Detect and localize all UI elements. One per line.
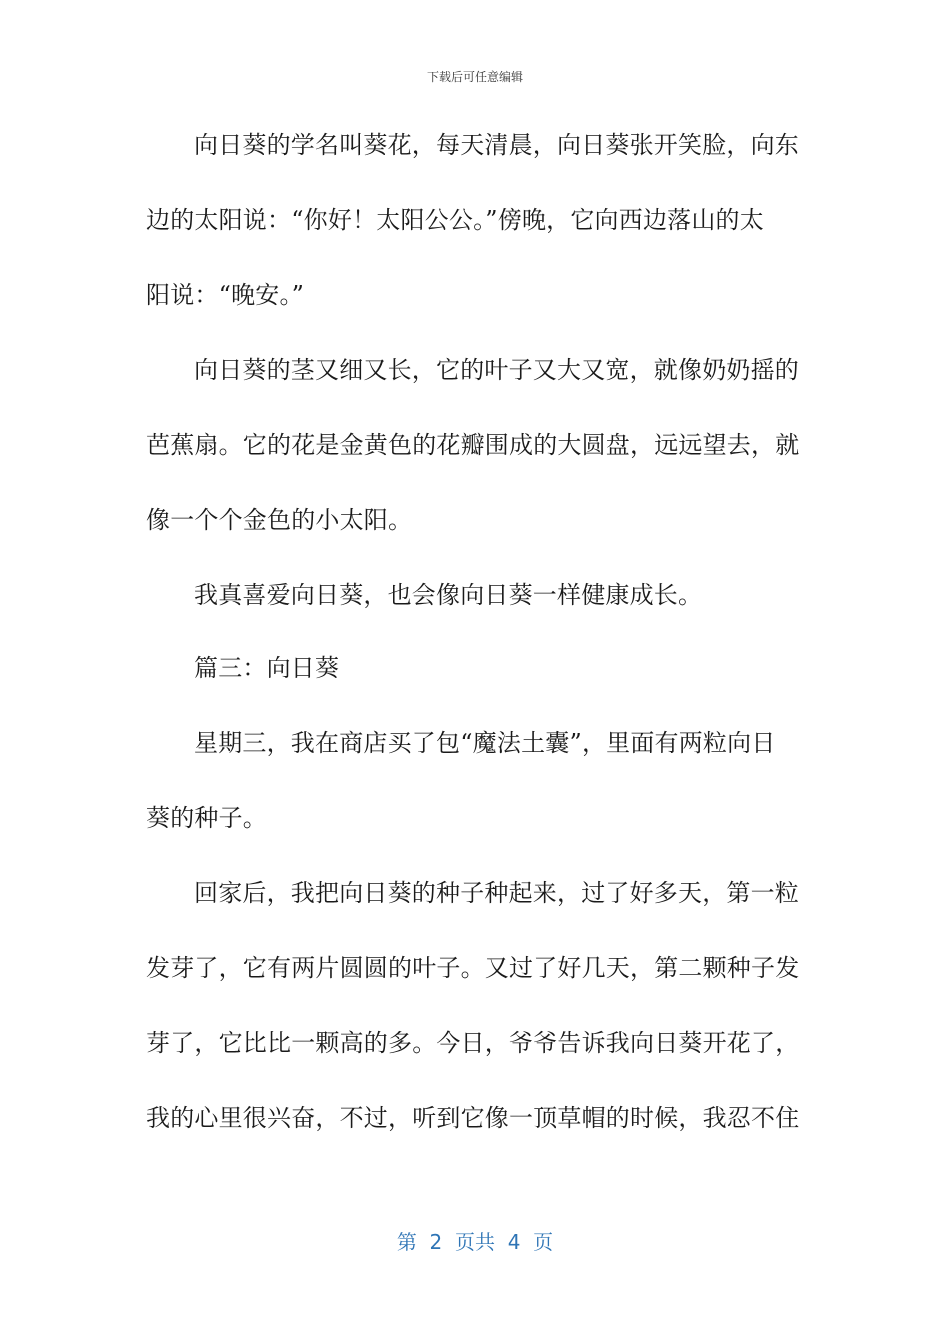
paragraph-line: 回家后，我把向日葵的种子种起来，过了好多天，第一粒	[194, 879, 799, 907]
paragraph-line: 向日葵的茎又细又长，它的叶子又大又宽，就像奶奶摇的	[194, 356, 799, 384]
section-heading: 篇三：向日葵	[194, 654, 340, 682]
paragraph-line: 阳说：“晚安。”	[146, 281, 305, 309]
paragraph-line: 像一个个金色的小太阳。	[146, 506, 413, 534]
paragraph-line: 星期三，我在商店买了包“魔法土囊”，里面有两粒向日	[194, 729, 776, 757]
page-number-footer: 第 2 页共 4 页	[396, 1230, 554, 1254]
paragraph-line: 发芽了，它有两片圆圆的叶子。又过了好几天，第二颗种子发	[146, 954, 800, 982]
paragraph-line: 我真喜爱向日葵，也会像向日葵一样健康成长。	[194, 581, 703, 609]
paragraph-line: 芽了，它比比一颗高的多。今日，爷爷告诉我向日葵开花了，	[146, 1029, 800, 1057]
page-header: 下载后可任意编辑	[426, 70, 523, 84]
paragraph-line: 边的太阳说：“你好！太阳公公。”傍晚，它向西边落山的太	[146, 206, 764, 234]
paragraph-line: 芭蕉扇。它的花是金黄色的花瓣围成的大圆盘，远远望去，就	[146, 431, 800, 459]
paragraph-line: 葵的种子。	[146, 804, 267, 832]
paragraph-line: 我的心里很兴奋，不过，听到它像一顶草帽的时候，我忍不住	[146, 1104, 800, 1132]
paragraph-line: 向日葵的学名叫葵花，每天清晨，向日葵张开笑脸，向东	[194, 131, 799, 159]
